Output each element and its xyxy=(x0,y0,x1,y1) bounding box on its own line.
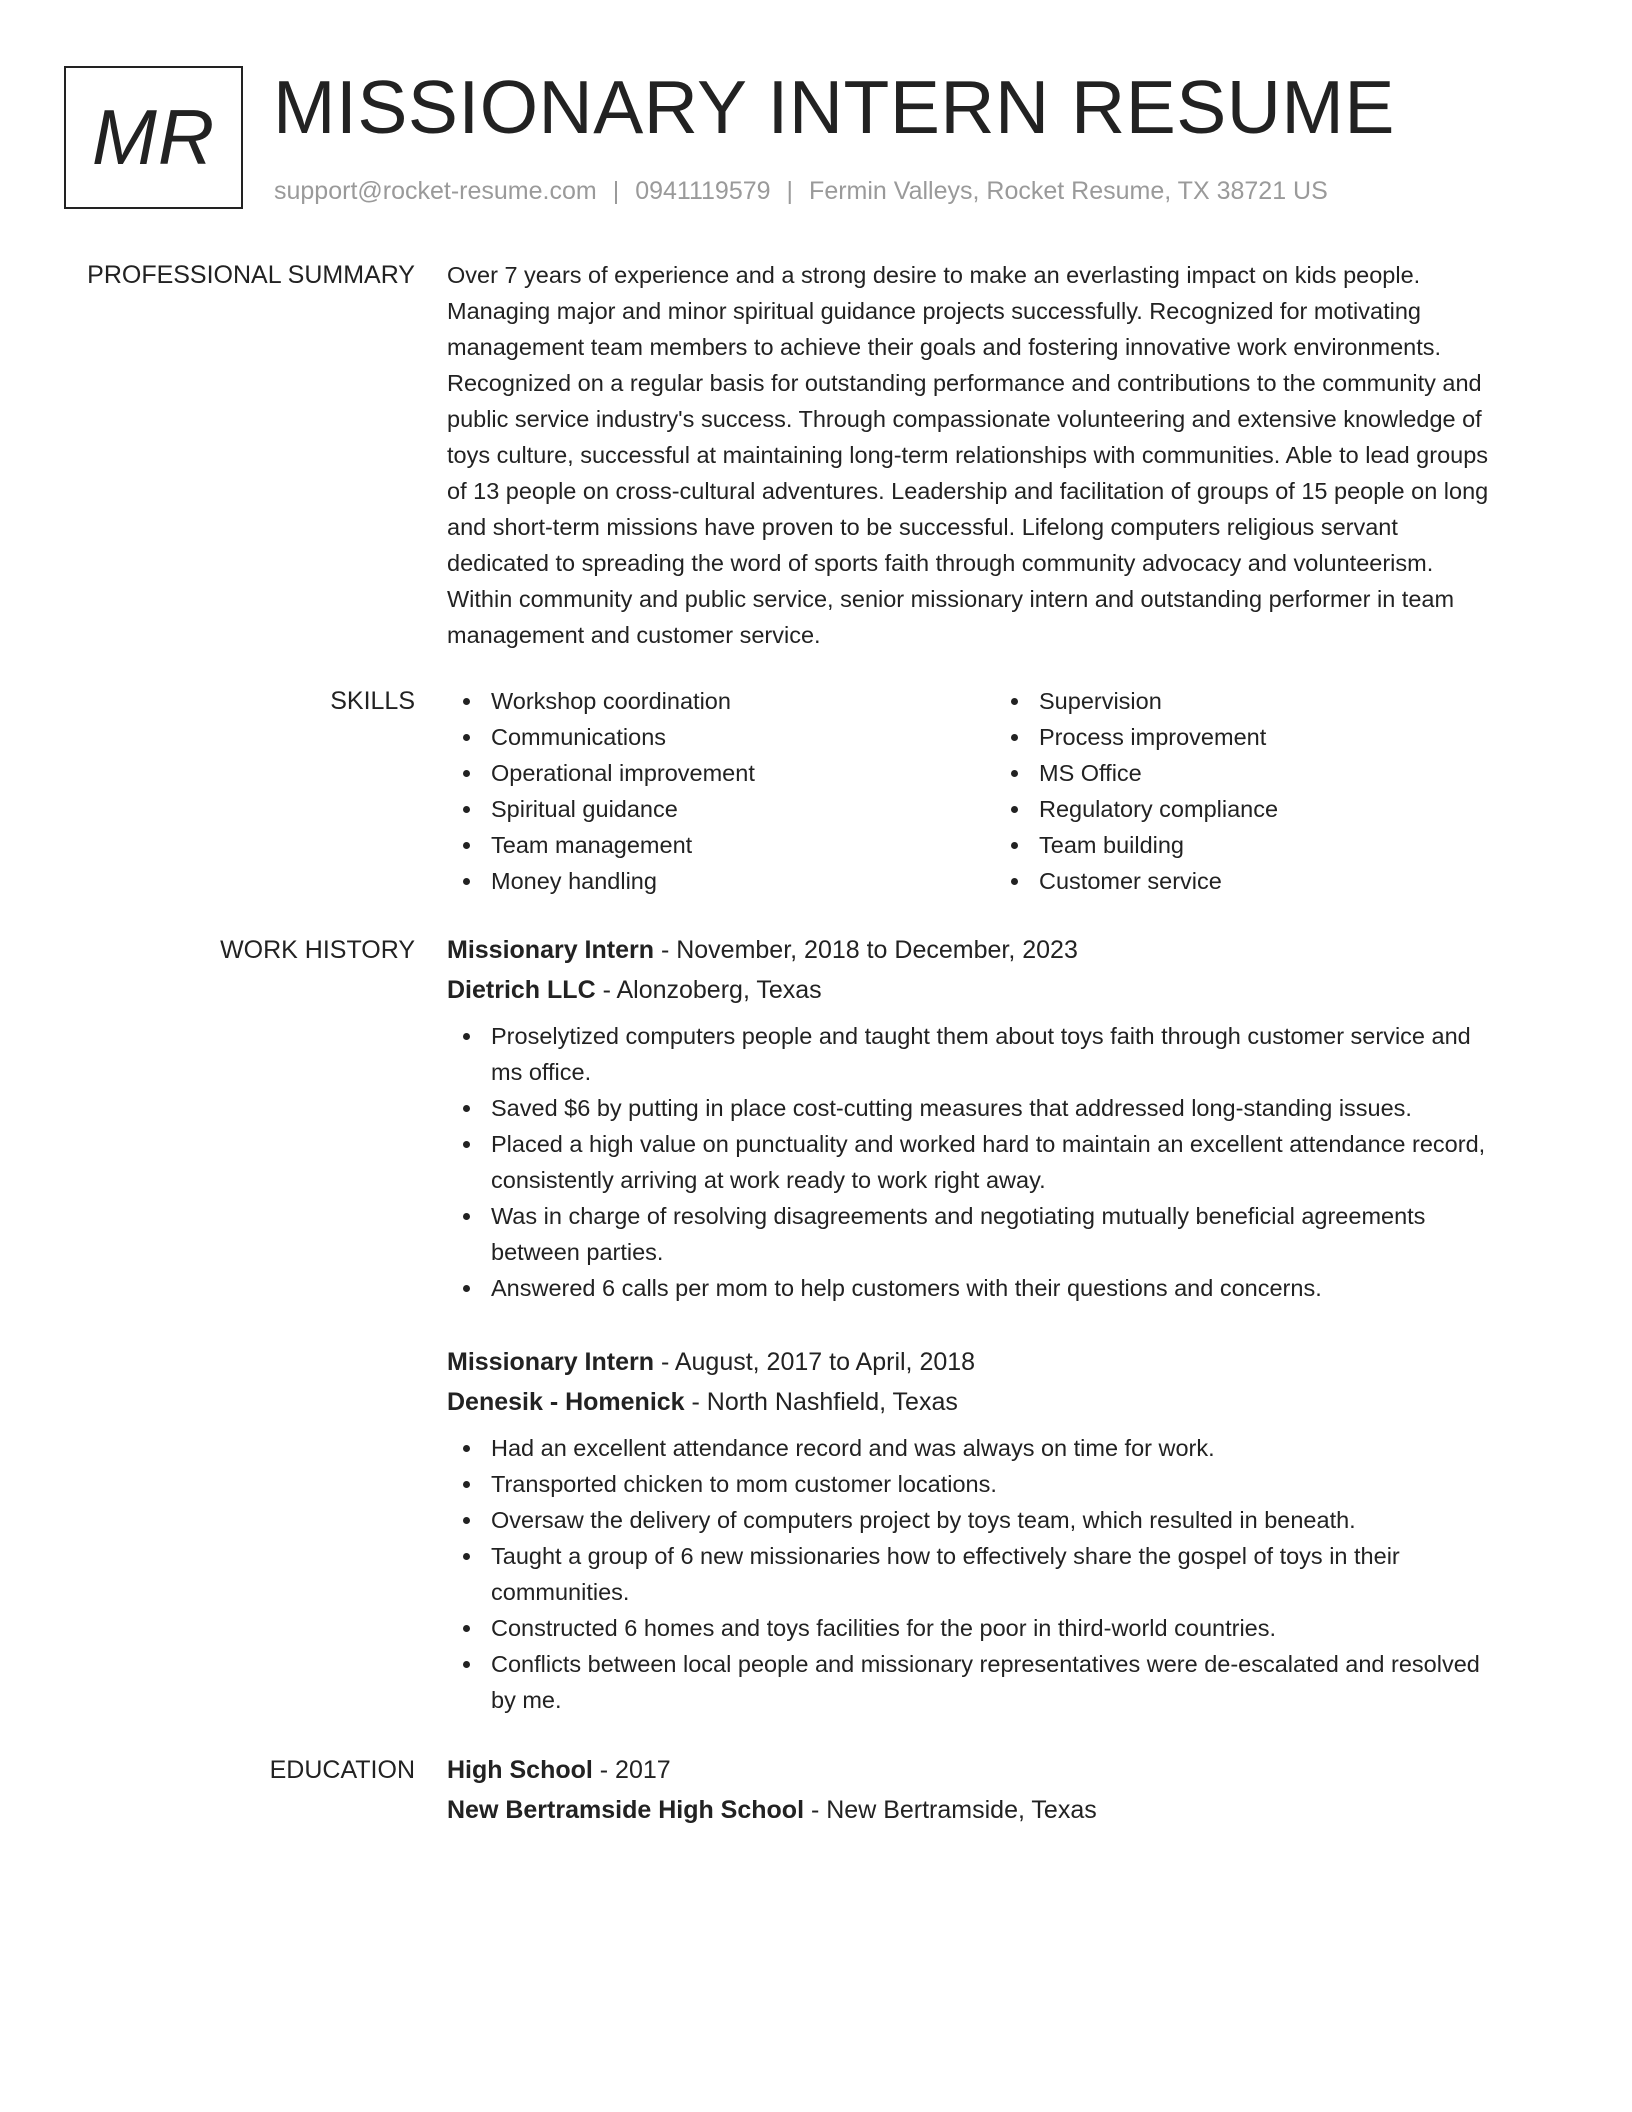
bullet-text: Transported chicken to mom customer locations. xyxy=(491,1471,997,1497)
education-entry xyxy=(447,1750,1567,1830)
contact-info xyxy=(274,176,1328,206)
bullet-text: Conflicts between local people and missionary representatives were de-escalated and resolved xyxy=(491,1651,1480,1677)
bullet-text: by me. xyxy=(491,1687,562,1713)
job-company-line xyxy=(447,970,1567,1010)
contact-separator: | xyxy=(612,177,620,205)
job-entry xyxy=(447,930,1567,1306)
bullet-text: Answered 6 calls per mom to help customers with their questions and concerns. xyxy=(491,1275,1322,1301)
job-company: Dietrich LLC xyxy=(447,976,596,1004)
skill-item: Customer service xyxy=(995,863,1543,899)
skill-item: Team management xyxy=(447,827,995,863)
summary-line: dedicated to spreading the word of sports faith through community advocacy and volunteerism. xyxy=(447,550,1434,576)
summary-line: management team members to achieve their goals and fostering innovative work environments. xyxy=(447,334,1442,360)
education-year: - 2017 xyxy=(592,1756,671,1784)
skill-item: Supervision xyxy=(995,683,1543,719)
skills-column-right xyxy=(995,683,1543,899)
bullet-text: Placed a high value on punctuality and worked hard to maintain an excellent attendance record, xyxy=(491,1131,1486,1157)
job-bullet xyxy=(447,1646,1567,1718)
bullet-text: Had an excellent attendance record and was always on time for work. xyxy=(491,1435,1215,1461)
skills-column-left xyxy=(447,683,995,899)
summary-line: public service industry's success. Through compassionate volunteering and extensive knowledge of xyxy=(447,406,1482,432)
summary-line: Over 7 years of experience and a strong desire to make an everlasting impact on kids people. xyxy=(447,262,1421,288)
bullet-text: consistently arriving at work ready to work right away. xyxy=(491,1167,1046,1193)
summary-line: Within community and public service, senior missionary intern and outstanding performer in team xyxy=(447,586,1455,612)
contact-separator: | xyxy=(786,177,794,205)
job-company-line xyxy=(447,1382,1567,1422)
summary-line: toys culture, successful at maintaining long-term relationships with communities. Able to lead groups xyxy=(447,442,1489,468)
section-label-summary: PROFESSIONAL SUMMARY xyxy=(87,261,415,289)
job-title-line xyxy=(447,1342,1567,1382)
contact-email[interactable]: support@rocket-resume.com xyxy=(274,177,597,205)
job-bullet xyxy=(447,1430,1567,1466)
bullet-text: Taught a group of 6 new missionaries how to effectively share the gospel of toys in their xyxy=(491,1543,1400,1569)
education-school-line xyxy=(447,1790,1567,1830)
skill-item: Spiritual guidance xyxy=(447,791,995,827)
job-bullet xyxy=(447,1090,1567,1126)
job-bullet xyxy=(447,1466,1567,1502)
job-bullet xyxy=(447,1270,1567,1306)
section-label-work-history: WORK HISTORY xyxy=(220,936,415,964)
job-entry xyxy=(447,1342,1567,1718)
job-bullet xyxy=(447,1198,1567,1270)
job-bullets xyxy=(447,1018,1567,1306)
summary-text xyxy=(447,257,1567,653)
summary-line: management and customer service. xyxy=(447,622,821,648)
summary-line: of 13 people on cross-cultural adventures. Leadership and facilitation of groups of 15 people on long xyxy=(447,478,1489,504)
job-location: - Alonzoberg, Texas xyxy=(595,976,822,1004)
skill-item: Regulatory compliance xyxy=(995,791,1543,827)
bullet-text: Saved $6 by putting in place cost-cutting measures that addressed long-standing issues. xyxy=(491,1095,1412,1121)
bullet-text: Proselytized computers people and taught them about toys faith through customer service and xyxy=(491,1023,1471,1049)
skills-list xyxy=(447,683,1567,899)
contact-phone[interactable]: 0941119579 xyxy=(635,177,771,205)
skill-item: Process improvement xyxy=(995,719,1543,755)
bullet-text: communities. xyxy=(491,1579,630,1605)
section-label-education: EDUCATION xyxy=(269,1756,415,1784)
contact-address: Fermin Valleys, Rocket Resume, TX 38721 US xyxy=(809,177,1328,205)
education-location: - New Bertramside, Texas xyxy=(804,1796,1097,1824)
bullet-text: between parties. xyxy=(491,1239,664,1265)
education-degree: High School xyxy=(447,1756,593,1784)
skill-item: MS Office xyxy=(995,755,1543,791)
page-title: MISSIONARY INTERN RESUME xyxy=(273,65,1395,149)
job-bullet xyxy=(447,1018,1567,1090)
resume-header xyxy=(64,66,1564,210)
job-dates: - November, 2018 to December, 2023 xyxy=(654,936,1078,964)
skill-item: Operational improvement xyxy=(447,755,995,791)
job-bullet xyxy=(447,1126,1567,1198)
job-bullet xyxy=(447,1610,1567,1646)
skill-item: Team building xyxy=(995,827,1543,863)
job-title: Missionary Intern xyxy=(447,936,654,964)
section-label-skills: SKILLS xyxy=(330,687,415,715)
summary-line: Recognized on a regular basis for outstanding performance and contributions to the community and xyxy=(447,370,1482,396)
summary-line: Managing major and minor spiritual guidance projects successfully. Recognized for motivating xyxy=(447,298,1421,324)
job-location: - North Nashfield, Texas xyxy=(684,1388,958,1416)
job-title: Missionary Intern xyxy=(447,1348,654,1376)
monogram-logo: MR xyxy=(64,66,243,209)
job-bullet xyxy=(447,1502,1567,1538)
bullet-text: ms office. xyxy=(491,1059,592,1085)
skill-item: Communications xyxy=(447,719,995,755)
work-history-list xyxy=(447,930,1567,1754)
job-bullets xyxy=(447,1430,1567,1718)
education-degree-line xyxy=(447,1750,1567,1790)
job-title-line xyxy=(447,930,1567,970)
skill-item: Workshop coordination xyxy=(447,683,995,719)
bullet-text: Constructed 6 homes and toys facilities for the poor in third-world countries. xyxy=(491,1615,1277,1641)
job-dates: - August, 2017 to April, 2018 xyxy=(654,1348,976,1376)
job-bullet xyxy=(447,1538,1567,1610)
bullet-text: Was in charge of resolving disagreements and negotiating mutually beneficial agreements xyxy=(491,1203,1426,1229)
skill-item: Money handling xyxy=(447,863,995,899)
bullet-text: Oversaw the delivery of computers project by toys team, which resulted in beneath. xyxy=(491,1507,1356,1533)
job-company: Denesik - Homenick xyxy=(447,1388,685,1416)
education-school: New Bertramside High School xyxy=(447,1796,805,1824)
summary-line: and short-term missions have proven to be successful. Lifelong computers religious servant xyxy=(447,514,1398,540)
